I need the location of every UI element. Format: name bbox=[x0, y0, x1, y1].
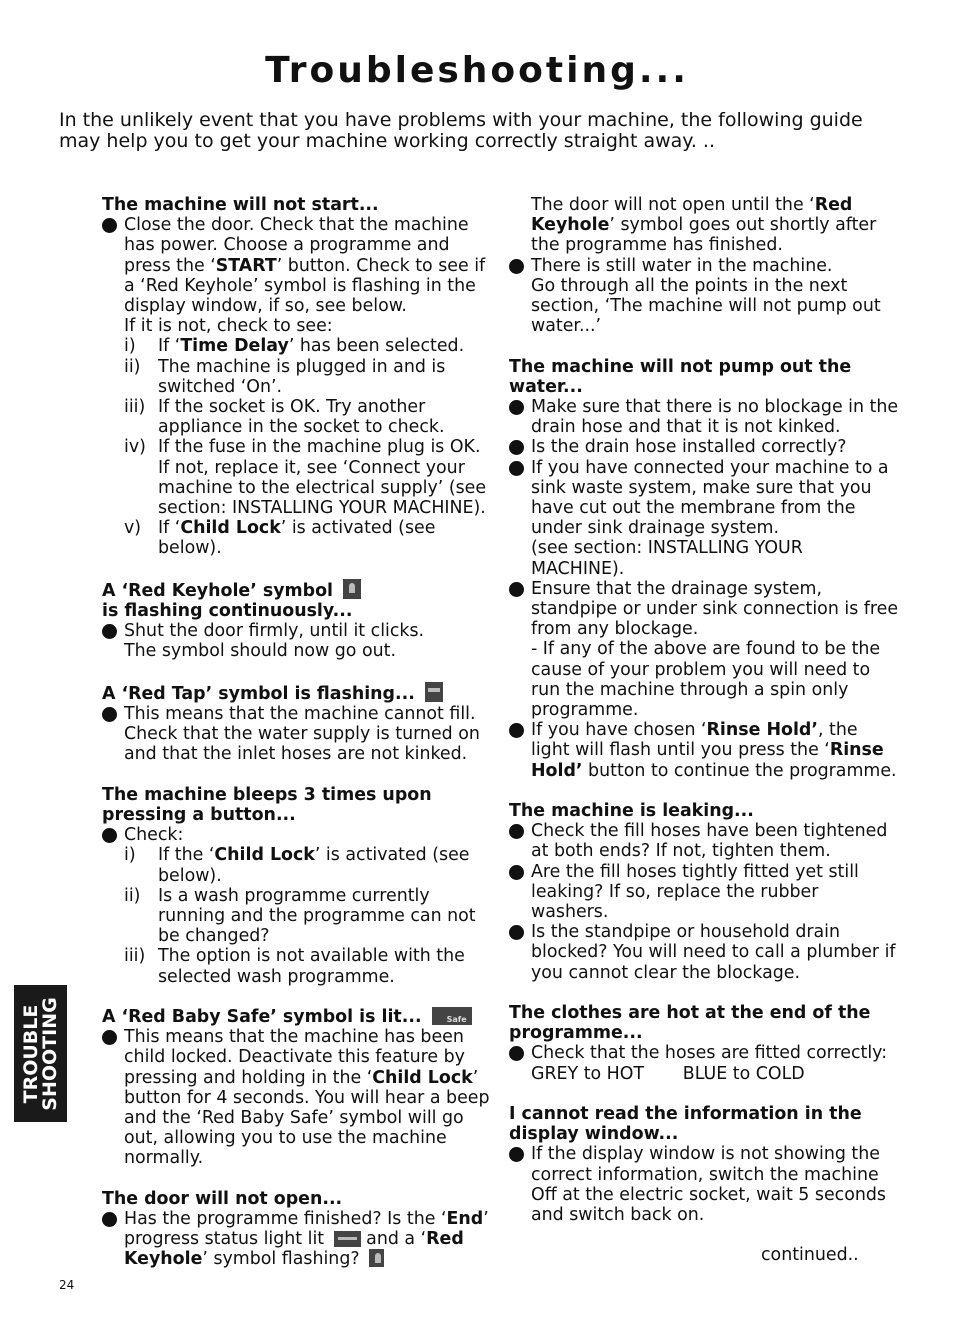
section-leaking bbox=[509, 801, 899, 983]
section-baby-safe bbox=[102, 1007, 497, 1169]
bullet-item: Shut the door firmly, until it clicks. bbox=[102, 621, 497, 641]
bullet-item: Are the fill hoses tightly fitted yet still leaking? If so, replace the rubber washers. bbox=[509, 862, 899, 923]
section-heading: A ‘Red Keyhole’ symbol bbox=[102, 579, 497, 601]
bullet-continuation: The door will not open until the ‘Red Keyhole’ symbol goes out shortly after the programme has finished. bbox=[531, 195, 877, 256]
bullet-icon bbox=[509, 925, 524, 940]
bullet-icon bbox=[509, 400, 524, 415]
bullet-item: This means that the machine has been child locked. Deactivate this feature by pressing and holding in the ‘Child Lock’ button for 4 seconds. You will hear a beep and the ‘Red Baby Safe’ symbol will go out, allowing you to use the machine normally. bbox=[102, 1027, 497, 1168]
bullet-icon bbox=[509, 723, 524, 738]
end-progress-light-icon bbox=[334, 1231, 361, 1247]
section-heading: I cannot read the information in the display window... bbox=[509, 1104, 862, 1145]
bullet-icon bbox=[509, 865, 524, 880]
bullet-icon bbox=[102, 707, 117, 722]
bullet-item: If you have connected your machine to a sink waste system, make sure that you have cut out the membrane from the under sink drainage system. bbox=[509, 458, 899, 539]
bullet-item: If you have chosen ‘Rinse Hold’, the light will flash until you press the ‘Rinse Hold’ button to continue the programme. bbox=[509, 720, 899, 781]
bullet-item: If the display window is not showing the correct information, switch the machine Off at the electric socket, wait 5 seconds and switch back on. bbox=[509, 1144, 899, 1225]
bullet-item: There is still water in the machine. bbox=[509, 256, 899, 276]
bullet-item: Is the standpipe or household drain blocked? You will need to call a plumber if you cannot clear the blockage. bbox=[509, 922, 899, 983]
numbered-item: iii) The option is not available with the selected wash programme. bbox=[124, 946, 465, 987]
section-heading: The door will not open... bbox=[102, 1188, 343, 1209]
numbered-item: iii) If the socket is OK. Try another appliance in the socket to check. bbox=[124, 397, 445, 438]
section-red-keyhole bbox=[102, 579, 497, 662]
bullet-continuation: (see section: INSTALLING YOUR MACHINE). bbox=[531, 538, 803, 579]
bullet-icon bbox=[509, 1046, 524, 1061]
baby-safe-icon bbox=[432, 1007, 472, 1025]
section-door-continued bbox=[509, 195, 899, 336]
section-heading-line2: is flashing continuously... bbox=[102, 601, 353, 622]
bullet-icon bbox=[509, 461, 524, 476]
section-heading: The machine bleeps 3 times upon pressing a button... bbox=[102, 784, 432, 826]
bullet-item: Close the door. Check that the machine has power. Choose a programme and press the ‘START’ button. Check to see if a ‘Red Keyhole’ symbol is flashing in the display window, if so, see below. bbox=[102, 215, 497, 316]
left-column bbox=[102, 195, 497, 1290]
section-heading: The machine will not start... bbox=[102, 195, 379, 215]
bullet-continuation: Go through all the points in the next section, ‘The machine will not pump out water...’ bbox=[531, 275, 881, 337]
bullet-icon bbox=[509, 1147, 524, 1162]
bullet-item: Has the programme finished? Is the ‘End’ progress status light lit and a ‘Red Keyhole’ symbol flashing? bbox=[102, 1209, 497, 1270]
section-display bbox=[509, 1104, 899, 1225]
page-title: Troubleshooting... bbox=[265, 50, 689, 91]
section-heading: The clothes are hot at the end of the programme... bbox=[509, 1003, 871, 1044]
bullet-icon bbox=[509, 440, 524, 455]
numbered-item: iv) If the fuse in the machine plug is OK. If not, replace it, see ‘Connect your machine to the electrical supply’ (see section: INSTALLING YOUR MACHINE). bbox=[124, 437, 487, 519]
page-number: 24 bbox=[59, 1278, 75, 1292]
bullet-icon bbox=[509, 824, 524, 839]
bullet-continuation: The symbol should now go out. bbox=[124, 641, 396, 662]
continued-note: continued.. bbox=[761, 1245, 859, 1266]
bullet-item: Check: bbox=[102, 825, 497, 845]
side-tab bbox=[14, 985, 67, 1122]
section-heading: A ‘Red Baby Safe’ symbol is lit... Safe bbox=[102, 1007, 497, 1027]
numbered-item: i) If ‘Time Delay’ has been selected. bbox=[124, 336, 465, 357]
section-heading: The machine is leaking... bbox=[509, 801, 754, 822]
bullet-icon bbox=[509, 582, 524, 597]
bullet-item: This means that the machine cannot fill. Check that the water supply is turned on and that the inlet hoses are not kinked. bbox=[102, 704, 497, 765]
section-hot-clothes bbox=[509, 1003, 899, 1084]
numbered-item: ii) Is a wash programme currently running and the programme can not be changed? bbox=[124, 885, 476, 947]
side-tab-line1: TROUBLE bbox=[19, 1004, 42, 1103]
section-pump bbox=[509, 357, 899, 781]
section-bleeps bbox=[102, 785, 497, 987]
section-not-start bbox=[102, 195, 497, 559]
right-column bbox=[509, 195, 899, 1266]
numbered-item: v) If ‘Child Lock’ is activated (see below). bbox=[124, 518, 436, 559]
bullet-icon bbox=[102, 218, 117, 233]
bullet-item: Is the drain hose installed correctly? bbox=[509, 437, 899, 457]
section-door bbox=[102, 1189, 497, 1270]
red-keyhole-icon bbox=[369, 1249, 384, 1267]
numbered-item: ii) The machine is plugged in and is switched ‘On’. bbox=[124, 356, 446, 397]
red-tap-icon bbox=[425, 682, 443, 702]
bullet-icon bbox=[509, 259, 524, 274]
check-line: If it is not, check to see: bbox=[124, 316, 333, 337]
bullet-item: Check that the hoses are fitted correctly: bbox=[509, 1043, 899, 1063]
section-heading: A ‘Red Tap’ symbol is flashing... bbox=[102, 682, 497, 704]
section-red-tap bbox=[102, 682, 497, 765]
bullet-item: Ensure that the drainage system, standpipe or under sink connection is free from any blockage. bbox=[509, 579, 899, 640]
bullet-icon bbox=[102, 624, 117, 639]
red-keyhole-icon bbox=[343, 579, 361, 599]
bullet-item: Check the fill hoses have been tightened at both ends? If not, tighten them. bbox=[509, 821, 899, 861]
side-tab-line2: SHOOTING bbox=[38, 996, 61, 1111]
numbered-item: i) If the ‘Child Lock’ is activated (see below). bbox=[124, 845, 470, 886]
bullet-item: Make sure that there is no blockage in the drain hose and that it is not kinked. bbox=[509, 397, 899, 437]
section-heading: The machine will not pump out the water... bbox=[509, 356, 852, 397]
intro-paragraph: In the unlikely event that you have problems with your machine, the following guide may help you to get your machine working correctly straight away. .. bbox=[59, 109, 863, 152]
bullet-icon bbox=[102, 1030, 117, 1045]
bullet-icon bbox=[102, 1212, 117, 1227]
bullet-continuation: - If any of the above are found to be the cause of your problem you will need to run the machine through a spin only programme. bbox=[531, 639, 881, 721]
bullet-continuation: GREY to HOT BLUE to COLD bbox=[531, 1063, 805, 1084]
bullet-icon bbox=[102, 828, 117, 843]
